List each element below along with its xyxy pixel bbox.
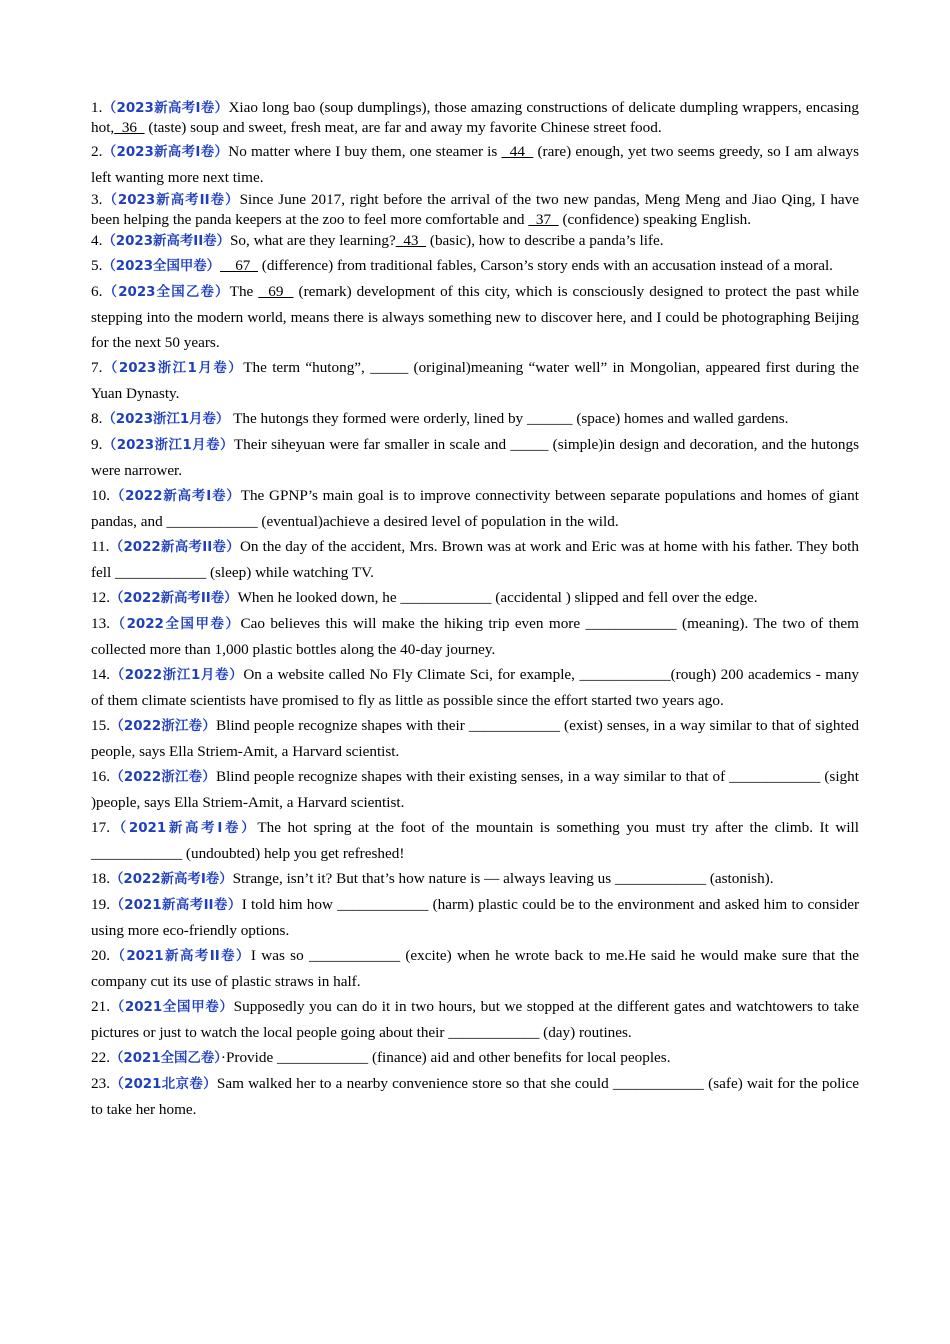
- question-source: （2023新高考II卷）: [102, 193, 240, 208]
- answer-blank: 37: [528, 211, 559, 228]
- question-number: 19.: [91, 896, 110, 913]
- question-item: [91, 98, 859, 137]
- question-source: （2021全国甲卷）: [109, 1000, 234, 1015]
- answer-blank: _____: [370, 359, 409, 376]
- question-item: [91, 611, 859, 662]
- question-item: [91, 483, 859, 534]
- question-item: [91, 139, 859, 190]
- question-number: 3.: [91, 191, 103, 208]
- question-text: (excite) when he wrote back to me.He said he would make sure that the company cut its use of plastic straws in half.: [91, 947, 860, 990]
- question-item: [91, 943, 859, 994]
- answer-blank: 36: [114, 119, 145, 136]
- question-text: (basic), how to describe a panda’s life.: [426, 232, 664, 249]
- question-number: 15.: [91, 717, 110, 734]
- question-source: （2023全国乙卷）: [102, 285, 230, 300]
- question-number: 7.: [91, 359, 103, 376]
- question-item: [91, 1071, 859, 1122]
- question-source: （2022新高考II卷）: [109, 591, 238, 606]
- question-number: 10.: [91, 487, 110, 504]
- question-number: 14.: [91, 666, 110, 683]
- question-number: 23.: [91, 1075, 110, 1092]
- question-text: (harm) plastic could be to the environment and asked him to consider using more eco-friendly options.: [91, 896, 860, 939]
- question-item: [91, 231, 859, 251]
- question-item: [91, 534, 859, 585]
- answer-blank: ____________: [585, 615, 677, 632]
- question-text: Supposedly you can do it in two hours, but we stopped at the different gates and watchtowers to take pictures or just to watch the local people going about their: [91, 998, 859, 1041]
- answer-blank: ____________: [115, 564, 207, 581]
- question-number: 11.: [91, 538, 110, 555]
- question-number: 9.: [91, 436, 103, 453]
- question-text: Since June 2017, right before the arrival of the two new pandas, Meng Meng and Jiao Qing, I have been helping the panda keepers at the zoo to feel more comfortable and: [91, 191, 859, 228]
- answer-blank: ____________: [468, 717, 560, 734]
- question-source: （2021新高考I卷）: [109, 821, 258, 836]
- question-text: The GPNP’s main goal is to improve connectivity between separate populations and homes of giant pandas, and: [91, 487, 859, 530]
- answer-blank: ____________: [448, 1024, 540, 1041]
- question-text: (remark) development of this city, which is consciously designed to protect the past while stepping into the modern world, means there is always something new to discover here, and I could be photographing Beijing for the next 50 years.: [91, 283, 859, 351]
- question-item: [91, 190, 859, 229]
- question-number: 17.: [91, 819, 110, 836]
- question-source: （2021全国乙卷）: [109, 1051, 221, 1066]
- question-item: [91, 432, 859, 483]
- question-source: （2023浙江1月卷）: [102, 361, 244, 376]
- question-number: 12.: [91, 589, 110, 606]
- question-source: （2022新高考II卷）: [109, 540, 240, 555]
- answer-blank: ____________: [729, 768, 821, 785]
- question-text: The: [229, 283, 259, 300]
- answer-blank: ____________: [400, 589, 492, 606]
- question-text: (undoubted) help you get refreshed!: [182, 845, 405, 862]
- question-source: （2022浙江卷）: [109, 770, 216, 785]
- question-text: (taste) soup and sweet, fresh meat, are far and away my favorite Chinese street food.: [144, 119, 662, 136]
- question-number: 8.: [91, 410, 103, 427]
- question-number: 5.: [91, 257, 103, 274]
- answer-blank: 69: [258, 283, 294, 300]
- question-text: (sight )people, says Ella Striem-Amit, a Harvard scientist.: [91, 768, 859, 811]
- question-text: (safe) wait for the police to take her home.: [91, 1075, 859, 1118]
- question-text: (finance) aid and other benefits for local peoples.: [368, 1049, 671, 1066]
- question-source: （2022浙江卷）: [109, 719, 216, 734]
- question-source: （2021北京卷）: [109, 1077, 217, 1092]
- question-text: (meaning). The two of them collected more than 1,000 plastic bottles along the 40-day journey.: [91, 615, 859, 658]
- question-number: 13.: [91, 615, 110, 632]
- question-source: （2023新高考II卷）: [102, 234, 230, 249]
- question-item: [91, 585, 859, 611]
- question-text: (space) homes and walled gardens.: [572, 410, 789, 427]
- answer-blank: ____________: [308, 947, 401, 964]
- question-text: (astonish).: [706, 870, 774, 887]
- question-number: 22.: [91, 1049, 110, 1066]
- question-text: (accidental ) slipped and fell over the edge.: [491, 589, 758, 606]
- question-number: 21.: [91, 998, 110, 1015]
- question-text: No matter where I buy them, one steamer is: [228, 143, 502, 160]
- question-source: （2023新高考I卷）: [102, 101, 229, 116]
- question-text: Strange, isn’t it? But that’s how nature is — always leaving us: [232, 870, 615, 887]
- question-source: （2023浙江1月卷）: [102, 438, 234, 453]
- question-text: When he looked down, he: [237, 589, 401, 606]
- question-item: [91, 662, 859, 713]
- question-item: [91, 815, 859, 866]
- question-item: [91, 764, 859, 815]
- question-number: 2.: [91, 143, 103, 160]
- question-source: （2022全国甲卷）: [109, 617, 241, 632]
- question-source: （2023全国甲卷）: [102, 259, 221, 274]
- question-number: 20.: [91, 947, 110, 964]
- answer-blank: 43: [395, 232, 427, 249]
- question-text: On the day of the accident, Mrs. Brown was at work and Eric was at home with his father. They both fell: [91, 538, 859, 581]
- answer-blank: ____________: [614, 870, 707, 887]
- question-source: （2022新高考I卷）: [109, 489, 241, 504]
- question-text: So, what are they learning?: [229, 232, 396, 249]
- question-item: [91, 866, 859, 892]
- question-source: （2022新高考I卷）: [109, 872, 233, 887]
- question-item: [91, 253, 859, 279]
- answer-blank: ____________: [579, 666, 671, 683]
- question-text: Blind people recognize shapes with their existing senses, in a way similar to that of: [215, 768, 730, 785]
- question-text: Their siheyuan were far smaller in scale and: [233, 436, 511, 453]
- question-text: Sam walked her to a nearby convenience store so that she could: [216, 1075, 613, 1092]
- question-item: [91, 355, 859, 406]
- question-item: [91, 892, 859, 943]
- question-source: （2021新高考II卷）: [109, 898, 242, 913]
- question-source: （2023浙江1月卷）: [102, 412, 230, 427]
- question-text: On a website called No Fly Climate Sci, for example,: [243, 666, 580, 683]
- question-text: (day) routines.: [539, 1024, 632, 1041]
- question-item: [91, 1045, 859, 1071]
- question-source: （2022浙江1月卷）: [109, 668, 244, 683]
- question-text: (exist) senses, in a way similar to that of sighted people, says Ella Striem-Amit, a Harvard scientist.: [91, 717, 859, 760]
- question-text: The hot spring at the foot of the mountain is something you must try after the climb. It will: [257, 819, 859, 836]
- question-text: (rough) 200 academics - many of them climate scientists have promised to fly as little as possible since the effort started two years ago.: [91, 666, 860, 709]
- answer-blank: ____________: [612, 1075, 704, 1092]
- question-text: (original)meaning “water well” in Mongolian, appeared first during the Yuan Dynasty.: [91, 359, 860, 402]
- question-text: (sleep) while watching TV.: [206, 564, 374, 581]
- answer-blank: ______: [526, 410, 573, 427]
- question-number: 18.: [91, 870, 110, 887]
- answer-blank: ____________: [91, 845, 183, 862]
- question-source: （2023新高考I卷）: [102, 145, 229, 160]
- question-text: ·Provide: [220, 1049, 278, 1066]
- question-text: I told him how: [241, 896, 338, 913]
- answer-blank: ____________: [337, 896, 429, 913]
- question-item: [91, 406, 859, 432]
- document-body: [91, 98, 859, 1122]
- answer-blank: 44: [501, 143, 534, 160]
- answer-blank: ____________: [277, 1049, 369, 1066]
- answer-blank: _____: [510, 436, 549, 453]
- question-text: The term “hutong”,: [243, 359, 371, 376]
- answer-blank: 67: [220, 257, 258, 274]
- question-text: (eventual)achieve a desired level of population in the wild.: [257, 513, 619, 530]
- question-text: (simple)in design and decoration, and the hutongs were narrower.: [91, 436, 859, 479]
- question-item: [91, 279, 859, 355]
- question-source: （2021新高考II卷）: [109, 949, 251, 964]
- question-text: Blind people recognize shapes with their: [215, 717, 469, 734]
- question-item: [91, 994, 859, 1045]
- question-text: Xiao long bao (soup dumplings), those amazing constructions of delicate dumpling wrappers, encasing hot,: [91, 99, 859, 136]
- question-text: Cao believes this will make the hiking trip even more: [240, 615, 586, 632]
- question-number: 16.: [91, 768, 110, 785]
- question-item: [91, 713, 859, 764]
- question-text: The hutongs they formed were orderly, lined by: [229, 410, 527, 427]
- question-text: (difference) from traditional fables, Carson’s story ends with an accusation instead of a moral.: [257, 257, 833, 274]
- question-number: 1.: [91, 99, 103, 116]
- question-text: (rare) enough, yet two seems greedy, so I am always left wanting more next time.: [91, 143, 859, 186]
- answer-blank: ____________: [166, 513, 258, 530]
- question-text: I was so: [250, 947, 309, 964]
- question-number: 6.: [91, 283, 103, 300]
- question-text: (confidence) speaking English.: [558, 211, 752, 228]
- question-number: 4.: [91, 232, 103, 249]
